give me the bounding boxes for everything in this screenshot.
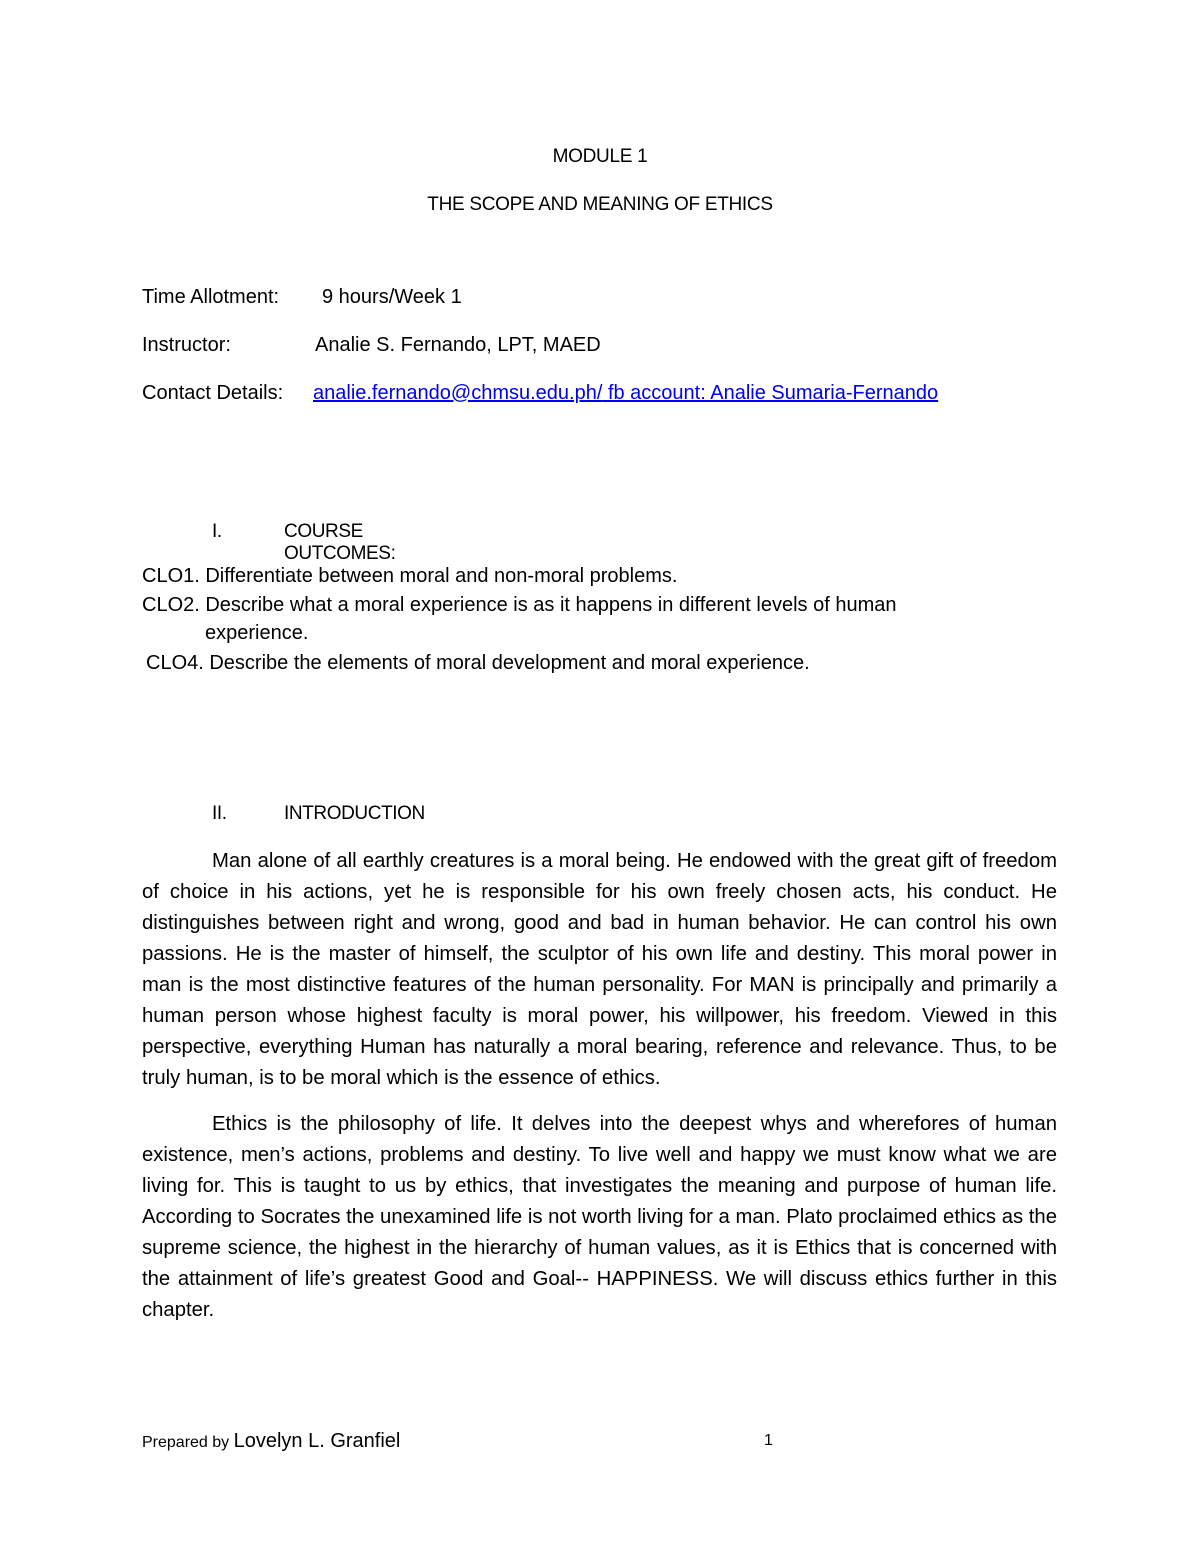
page-number: 1 (764, 1432, 773, 1449)
introduction-paragraph-2: Ethics is the philosophy of life. It delves into the deepest whys and wherefores of human existence, men’s actions, problems and destiny. To live well and happy we must know what we are living for. This is taught to us by ethics, that investigates the meaning and purpose of human life. According to Socrates the unexamined life is not worth living for a man. Plato proclaimed ethics as the supreme science, the highest in the hierarchy of human values, as it is Ethics that is concerned with the attainment of life’s greatest Good and Goal-- HAPPINESS. We will discuss ethics further in this chapter. (142, 1113, 1057, 1321)
instructor-label: Instructor: (142, 334, 231, 356)
page-footer (142, 1430, 400, 1453)
introduction-numeral: II. (212, 803, 227, 824)
time-allotment-label: Time Allotment: (142, 286, 280, 308)
contact-link[interactable] (313, 382, 938, 405)
course-outcomes-numeral: I. (212, 521, 222, 542)
time-allotment-value: 9 hours/Week 1 (322, 286, 462, 308)
contact-label: Contact Details: (142, 382, 284, 404)
list-item: CLO4. Describe the elements of moral development and moral experience. (146, 652, 810, 674)
contact-email: analie.fernando@chmsu.edu.ph/ (313, 382, 603, 404)
footer-author: Lovelyn L. Granfiel (233, 1430, 401, 1452)
list-item: experience. (205, 622, 309, 644)
module-subtitle: THE SCOPE AND MEANING OF ETHICS (427, 194, 773, 215)
introduction-paragraph-1: Man alone of all earthly creatures is a moral being. He endowed with the great gift of freedom of choice in his actions, yet he is responsible for his own freely chosen acts, his conduct. He distinguishes between right and wrong, good and bad in human behavior. He can control his own passions. He is the master of himself, the sculptor of his own life and destiny. This moral power in man is the most distinctive features of the human personality. For MAN is principally and primarily a human person whose highest faculty is moral power, his willpower, his freedom. Viewed in this perspective, everything Human has naturally a moral bearing, reference and relevance. Thus, to be truly human, is to be moral which is the essence of ethics. (142, 850, 1057, 1089)
footer-prepared-by: Prepared by (142, 1434, 234, 1451)
list-item: CLO1. Differentiate between moral and non-moral problems. (142, 565, 678, 587)
module-title: MODULE 1 (552, 146, 648, 167)
contact-fb: fb account: Analie Sumaria-Fernando (602, 382, 939, 404)
list-item: CLO2. Describe what a moral experience is as it happens in different levels of human (142, 594, 897, 616)
introduction-title: INTRODUCTION (284, 803, 425, 824)
instructor-value: Analie S. Fernando, LPT, MAED (315, 334, 601, 356)
course-outcomes-title: COURSE OUTCOMES: (284, 521, 396, 564)
